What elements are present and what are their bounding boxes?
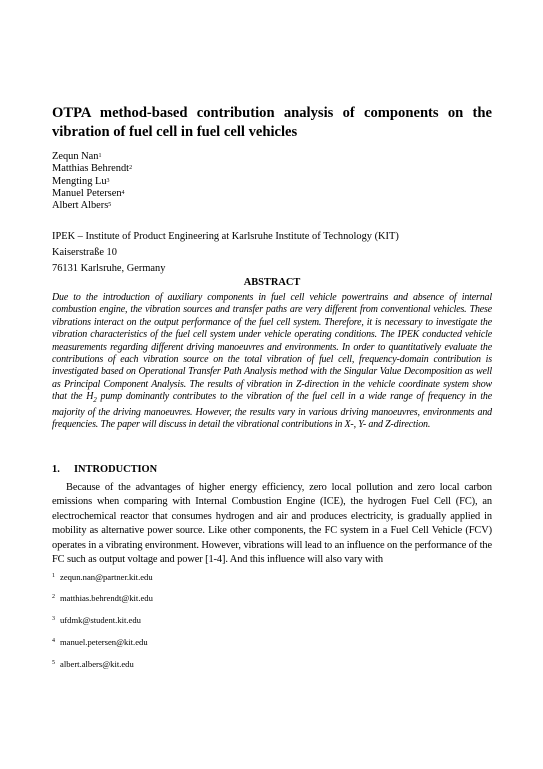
footnote-3: $^3$ ufdmk@student.kit.edu: [52, 615, 141, 625]
footnote-5: $^5$ albert.albers@kit.edu: [52, 659, 134, 669]
author-2: Matthias Behrendt$^2$: [52, 163, 133, 175]
affiliation-institute: IPEK – Institute of Product Engineering at Karlsruhe Institute of Technology (KIT): [52, 231, 399, 242]
affiliation-city: 76131 Karlsruhe, Germany: [52, 263, 166, 275]
author-3: Mengting Lu$^3$: [52, 175, 110, 187]
author-4: Manuel Petersen$^4$: [52, 187, 125, 199]
author-list: [52, 151, 132, 212]
affiliation: [52, 229, 399, 278]
affiliation-street: Kaiserstraße 10: [52, 247, 117, 259]
footnote-4: $^4$ manuel.petersen@kit.edu: [52, 637, 148, 647]
abstract-heading: ABSTRACT: [243, 277, 301, 288]
author-5: Albert Albers$^5$: [52, 200, 112, 212]
footnote-1: $^1$ zequn.nan@partner.kit.edu: [52, 572, 153, 582]
author-1: Zequn Nan$^1$: [52, 151, 102, 162]
section-heading: [52, 464, 157, 475]
introduction-paragraph: Because of the advantages of higher energy efficiency, zero local pollution and zero local carbon emissions when comparing with Internal Combustion Engine (ICE), the hydrogen Fuel Cell (FC), an electrochemical reactor that consumes hydrogen and air and produces electricity, is gradually applied in mobility as alternative power source. Like other components, the FC system in a Fuel Cell Vehicle (FCV) operates in a vibrating environment. However, vibrations will lead to an influence on the performance of the FC such as output voltage and power [1-4]. And this influence will also vary with: [52, 482, 492, 566]
paper-title: OTPA method-based contribution analysis of components on the vibration of fuel cell in fuel cell vehicles: [52, 105, 492, 140]
abstract-text: Due to the introduction of auxiliary components in fuel cell vehicle powertrains and absence of internal combustion engine, the vibration sources and transfer paths are very different from conventional vehicles. These vibrations interact on the output performance of the fuel cell system. Therefore, it is necessary to investigate the vibration characteristics of the fuel cell system under vehicle operating conditions. The IPEK conducted vehicle measurements regarding different driving manoeuvres and environments. In order to quantitatively evaluate the contributions of each vibration source on the total vibration of fuel cell, frequency-domain contribution is investigated based on Operational Transfer Path Analysis method with the Singular Value Decomposition as well as Principal Component Analysis. The results of vibration in Z-direction in the vehicle coordinate system show that the $H_2$ pump dominantly contributes to the vibration of the fuel cell in a wide range of frequency in the majority of the driving manoeuvres. However, the results vary in various driving manoeuvres, environments and frequencies. The paper will discuss in detail the vibrational contributions in X-, Y- and Z-direction.: [52, 292, 493, 431]
footnote-2: $^2$ matthias.behrendt@kit.edu: [52, 593, 153, 603]
section-number: 1.: [52, 464, 60, 475]
section-title: INTRODUCTION: [74, 464, 158, 475]
